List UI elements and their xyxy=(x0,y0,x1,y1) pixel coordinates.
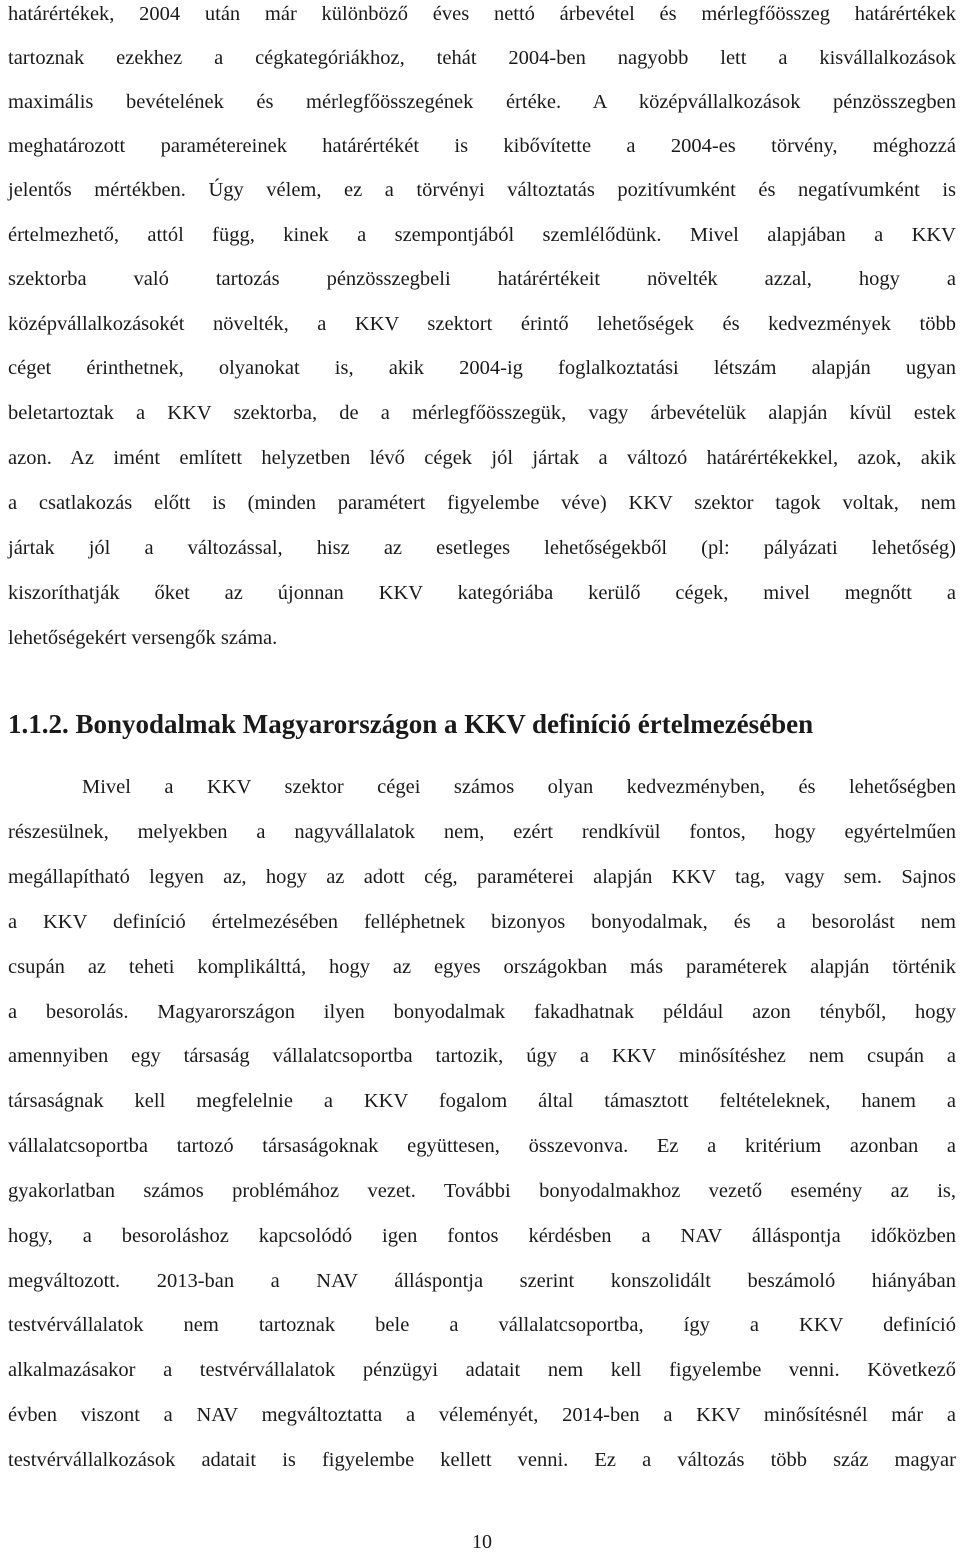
text-line: részesülnek, melyekben a nagyvállalatok nem, ezért rendkívül fontos, hogy egyértelműen xyxy=(8,821,956,843)
page-number: 10 xyxy=(472,1531,492,1553)
text-line: alkalmazásakor a testvérvállalatok pénzügyi adatait nem kell figyelembe venni. Következő xyxy=(8,1359,956,1381)
text-line: lehetőségekért versengők száma. xyxy=(8,627,278,649)
text-line: hogy, a besoroláshoz kapcsolódó igen fontos kérdésben a NAV álláspontja időközben xyxy=(8,1225,956,1247)
text-line: vállalatcsoportba tartozó társaságoknak együttesen, összevonva. Ez a kritérium azonban a xyxy=(8,1135,956,1157)
text-line: megváltozott. 2013-ban a NAV álláspontja szerint konszolidált beszámoló hiányában xyxy=(8,1270,956,1292)
text-line: amennyiben egy társaság vállalatcsoportba tartozik, úgy a KKV minősítéshez nem csupán a xyxy=(8,1045,956,1067)
text-line: tartoznak ezekhez a cégkategóriákhoz, tehát 2004-ben nagyobb lett a kisvállalkozások xyxy=(8,47,956,69)
text-line: értelmezhető, attól függ, kinek a szempontjából szemlélődünk. Mivel alapjában a KKV xyxy=(8,224,956,246)
text-line: a KKV definíció értelmezésében felléphetnek bizonyos bonyodalmak, és a besorolást nem xyxy=(8,911,956,933)
text-line: testvérvállalatok nem tartoznak bele a vállalatcsoportba, így a KKV definíció xyxy=(8,1314,956,1336)
text-line: meghatározott paramétereinek határértékét is kibővítette a 2004-es törvény, méghozzá xyxy=(8,135,956,157)
text-line: kiszoríthatják őket az újonnan KKV kategóriába kerülő cégek, mivel megnőtt a xyxy=(8,582,956,604)
text-line: középvállalkozásokét növelték, a KKV szektort érintő lehetőségek és kedvezmények több xyxy=(8,313,956,335)
text-line: szektorba való tartozás pénzösszegbeli határértékeit növelték azzal, hogy a xyxy=(8,268,956,290)
text-line: társaságnak kell megfelelnie a KKV fogalom által támasztott feltételeknek, hanem a xyxy=(8,1090,956,1112)
text-line: jártak jól a változással, hisz az esetleges lehetőségekből (pl: pályázati lehetőség) xyxy=(8,537,956,559)
text-line: évben viszont a NAV megváltoztatta a véleményét, 2014-ben a KKV minősítésnél már a xyxy=(8,1404,956,1426)
text-line: jelentős mértékben. Úgy vélem, ez a törvényi változtatás pozitívumként és negatívumként is xyxy=(8,179,956,201)
text-line: a csatlakozás előtt is (minden paramétert figyelembe véve) KKV szektor tagok voltak, nem xyxy=(8,492,956,514)
section-heading: 1.1.2. Bonyodalmak Magyarországon a KKV definíció értelmezésében xyxy=(8,709,814,739)
text-line: a besorolás. Magyarországon ilyen bonyodalmak fakadhatnak például azon tényből, hogy xyxy=(8,1001,956,1023)
text-line: gyakorlatban számos problémához vezet. További bonyodalmakhoz vezető esemény az is, xyxy=(8,1180,956,1202)
text-line: testvérvállalkozások adatait is figyelembe kellett venni. Ez a változás több száz magyar xyxy=(8,1449,956,1471)
text-line: határértékek, 2004 után már különböző éves nettó árbevétel és mérlegfőösszeg határértékek xyxy=(8,3,956,25)
text-line: megállapítható legyen az, hogy az adott cég, paraméterei alapján KKV tag, vagy sem. Sajnos xyxy=(8,866,956,888)
text-line: maximális bevételének és mérlegfőösszegének értéke. A középvállalkozások pénzösszegben xyxy=(8,91,956,113)
text-line: céget érinthetnek, olyanokat is, akik 2004-ig foglalkoztatási létszám alapján ugyan xyxy=(8,357,956,379)
text-line: beletartoztak a KKV szektorba, de a mérlegfőösszegük, vagy árbevételük alapján kívül estek xyxy=(8,402,956,424)
text-line: azon. Az imént említett helyzetben lévő cégek jól jártak a változó határértékekkel, azok, akik xyxy=(8,447,956,469)
text-line: csupán az teheti komplikálttá, hogy az egyes országokban más paraméterek alapján történik xyxy=(8,956,956,978)
text-line: Mivel a KKV szektor cégei számos olyan kedvezményben, és lehetőségben xyxy=(82,776,956,798)
